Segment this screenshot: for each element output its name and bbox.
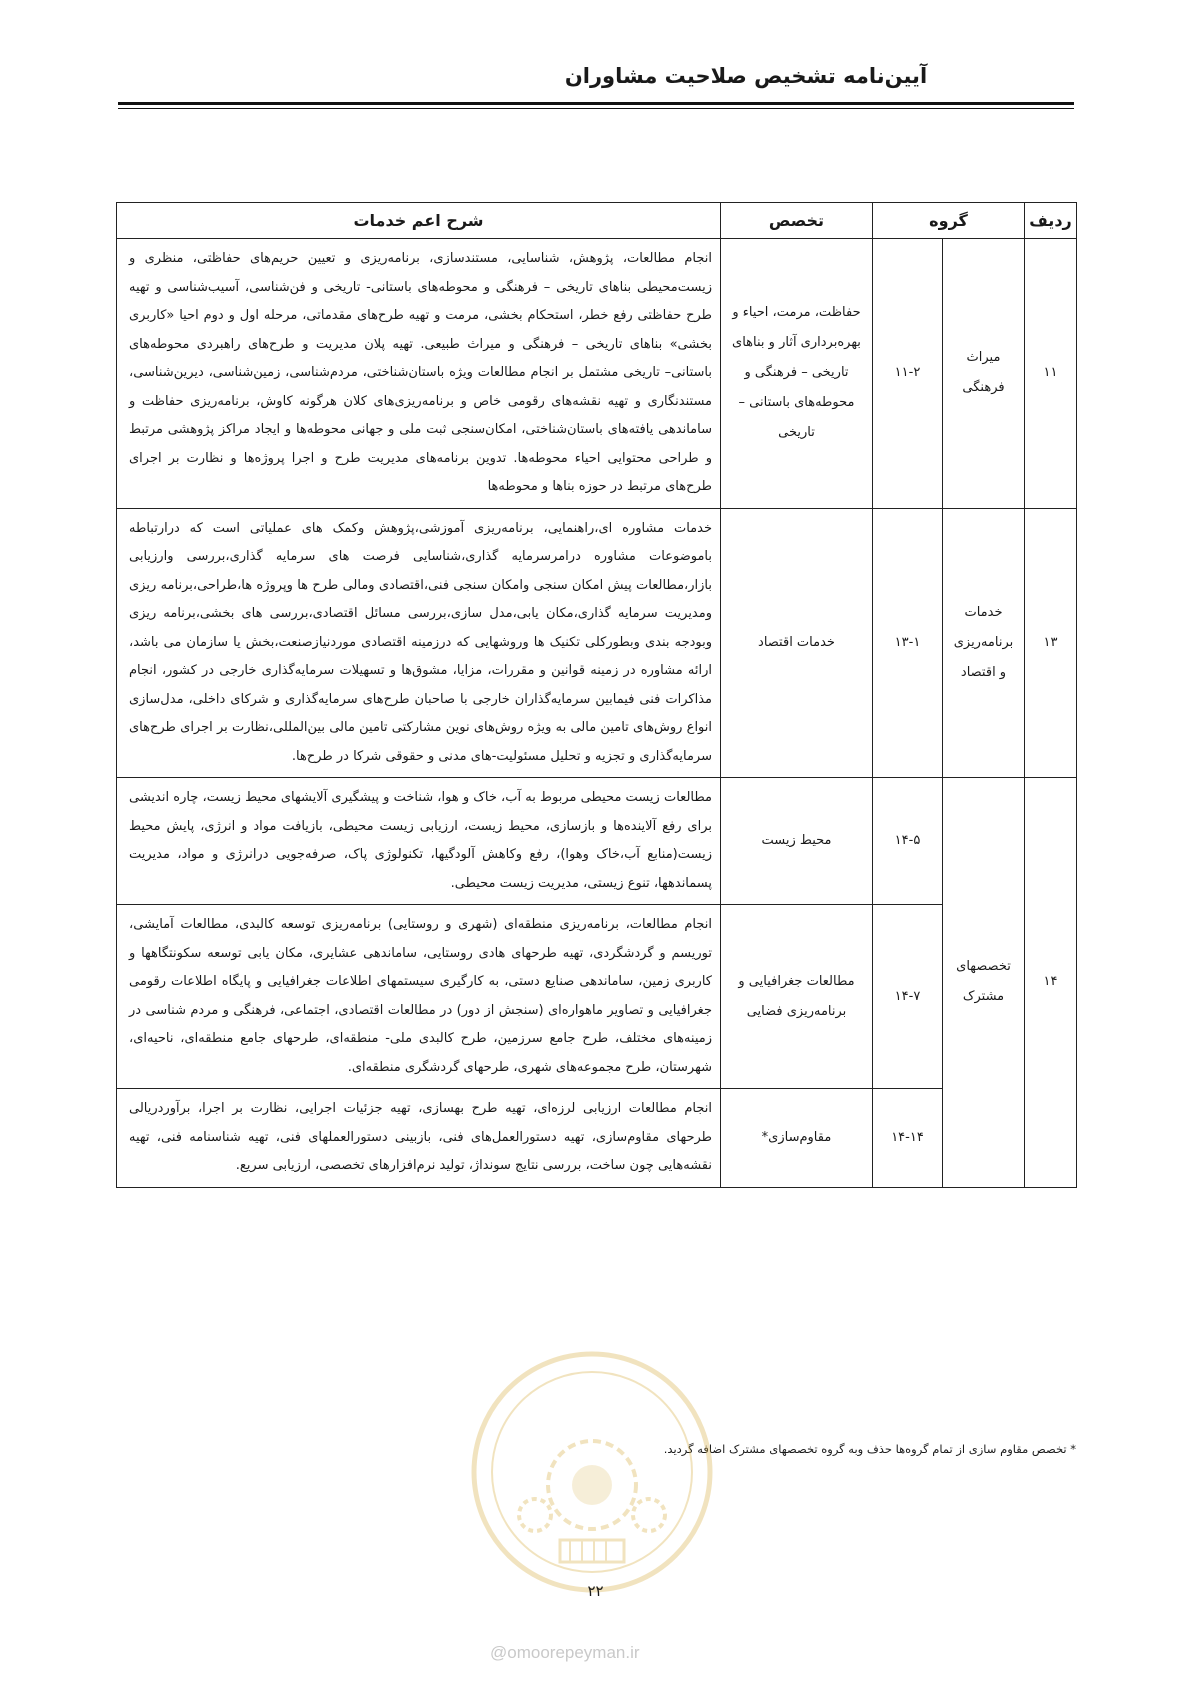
table-row [117, 1089, 1077, 1188]
header-rule-thick [118, 102, 1074, 105]
specialty-code: ۱۴-۷ [873, 905, 943, 1089]
header-rule-thin [118, 108, 1074, 109]
service-description: مطالعات زیست محیطی مربوط به آب، خاک و هوا، شناخت و پیشگیری آلایشهای محیط زیست، چاره اندیشی برای رفع آلاینده‌ها و بازسازی، محیط زیست، ارزیابی زیست محیطی، بازیافت مواد و انرژی، پایش محیط زیست(منابع آب،خاک وهوا)، رفع وکاهش آلودگیها، تکنولوژی پاک، صرفه‌جویی درانرژی و مواد، مدیریت پسماندهها، تنوع زیستی، مدیریت زیست محیطی. [117, 778, 721, 905]
table-row [117, 778, 1077, 905]
table-row [117, 239, 1077, 509]
specialty-code: ۱۴-۱۴ [873, 1089, 943, 1188]
service-description: خدمات مشاوره ای،راهنمایی، برنامه‌ریزی آموزشی،پژوهش وکمک های عملیاتی است که درارتباطه باموضوعات مشاوره درامرسرمایه گذاری،شناسایی فرصت های سرمایه گذاری،بررسی وارزیابی بازار،مطالعات پیش امکان سنجی وامکان سنجی فنی،اقتصادی ومالی طرح ها وپروژه ها،طراحی،برنامه ریزی ومدیریت سرمایه گذاری،مکان یابی،مدل سازی،بررسی مسائل اقتصادی،بررسی های بخشی،برنامه ریزی وبودجه بندی وبطورکلی تکنیک ها وروشهایی که درزمینه اقتصادی موردنیازصنعت،بخش یا سازمان می باشد، ارائه مشاوره در زمینه قوانین و مقررات، مزایا، مشوق‌ها و تسهیلات سرمایه‌گذاری خارجی در کشور، انجام مذاکرات فنی فیمابین سرمایه‌گذاران خارجی با صاحبان طرح‌های سرمایه‌گذاری و شرکای داخلی، مدل‌سازی انواع روش‌های تامین مالی به ویژه روش‌های نوین مشارکتی تامین مالی بین‌المللی،نظارت بر اجرای طرح‌های سرمایه‌گذاری و تجزیه و تحلیل مسئولیت-های مدنی و حقوقی شرکا در طرح‌ها. [117, 508, 721, 778]
service-description: انجام مطالعات ارزیابی لرزه‌ای، تهیه طرح بهسازی، تهیه جزئیات اجرایی، نظارت بر اجرا، برآوردریالی طرحهای مقاوم‌سازی، تهیه دستورالعمل‌های فنی، بازبینی دستورالعملهای فنی، تهیه شناسنامه فنی، تهیه نقشه‌هایی چون ساخت، بررسی نتایج سونداژ، تولید نرم‌افزارهای تخصصی، ارزیابی سریع. [117, 1089, 721, 1188]
service-description: انجام مطالعات، برنامه‌ریزی منطقه‌ای (شهری و روستایی) برنامه‌ریزی توسعه کالبدی، مطالعات آمایشی، توریسم و گردشگردی، تهیه طرحهای هادی روستایی، ساماندهی عشایری، مکان یابی توسعه سکونتگاهها و کاربری زمین، ساماندهی صنایع دستی، به کارگیری سیستمهای اطلاعات جغرافیایی و پایگاه اطلاعات رقومی جغرافیایی و تصاویر ماهواره‌ای (سنجش از دور) در مطالعات اقتصادی، اجتماعی، فرهنگی و مردم شناسی در زمینه‌های مختلف، طرح جامع سرزمین، طرح کالبدی ملی- منطقه‌ای، طرحهای جامع منطقه‌ای، ناحیه‌ای، شهرستان، طرح مجموعه‌های شهری، طرحهای گردشگری منطقه‌ای. [117, 905, 721, 1089]
column-header-row-number: ردیف [1025, 203, 1077, 239]
specialty-code: ۱۱-۲ [873, 239, 943, 509]
specialty-code: ۱۳-۱ [873, 508, 943, 778]
specialty-name: مطالعات جغرافیایی و برنامه‌ریزی فضایی [721, 905, 873, 1089]
specialty-name: حفاظت، مرمت، احیاء و بهره‌برداری آثار و بناهای تاریخی – فرهنگی و محوطه‌های باستانی – تاریخی [721, 239, 873, 509]
stamp-emblem-icon [465, 1345, 720, 1600]
table-row [117, 905, 1077, 1089]
page-header [118, 64, 1074, 109]
column-header-specialty: تخصص [721, 203, 873, 239]
specialty-name: مقاوم‌سازی* [721, 1089, 873, 1188]
table-header-row [117, 203, 1077, 239]
footnote: * تخصص مقاوم سازی از تمام گروه‌ها حذف وبه گروه تخصصهای مشترک اضافه گردید. [663, 1442, 1076, 1456]
row-number: ۱۱ [1025, 239, 1077, 509]
group-name: خدمات برنامه‌ریزی و اقتصاد [943, 508, 1025, 778]
column-header-description: شرح اعم خدمات [117, 203, 721, 239]
row-number: ۱۴ [1025, 778, 1077, 1188]
group-name: میراث فرهنگی [943, 239, 1025, 509]
specialty-name: محیط زیست [721, 778, 873, 905]
page-title: آیین‌نامه تشخیص صلاحیت مشاوران [564, 64, 928, 88]
column-header-group: گروه [873, 203, 1025, 239]
row-number: ۱۳ [1025, 508, 1077, 778]
group-name: تخصصهای مشترک [943, 778, 1025, 1188]
service-description: انجام مطالعات، پژوهش، شناسایی، مستندسازی، برنامه‌ریزی و تعیین حریم‌های حفاظتی، منظری و زیست‌محیطی بناهای تاریخی – فرهنگی و محوطه‌های باستانی- تاریخی و فن‌شناسی، آسیب‌شناسی و تهیه طرح حفاظتی رفع خطر، استحکام بخشی، مرمت و تهیه طرح‌های مقدماتی، مرحله اول و دوم احیا «کاربری بخشی» بناهای تاریخی – فرهنگی و میراث طبیعی. تهیه پلان مدیریت و طرح‌های راهبردی محوطه‌های باستانی– تاریخی مشتمل بر انجام مطالعات ویژه باستان‌شناختی، مردم‌شناسی، زمین‌شناسی، دیرین‌شناسی، مستندنگاری و تهیه نقشه‌های رقومی خاص و برنامه‌ریزی‌های کلان هرگونه کاوش، برنامه‌ریزی حفاظت و ساماندهی یافته‌های باستان‌شناختی، امکان‌سنجی ثبت ملی و جهانی محوطه‌ها و ایجاد مراکز پژوهشی مرتبط و طراحی محتوایی احیاء محوطه‌ها. تدوین برنامه‌های مدیریت طرح و اجرا پروژه‌ها و نظارت بر اجرای طرح‌های مرتبط در حوزه بناها و محوطه‌ها [117, 239, 721, 509]
services-table [116, 202, 1077, 1188]
specialty-code: ۱۴-۵ [873, 778, 943, 905]
table-row [117, 508, 1077, 778]
specialty-name: خدمات اقتصاد [721, 508, 873, 778]
watermark: @omoorepeyman.ir [490, 1643, 640, 1662]
page-number: ۲۲ [587, 1582, 604, 1600]
